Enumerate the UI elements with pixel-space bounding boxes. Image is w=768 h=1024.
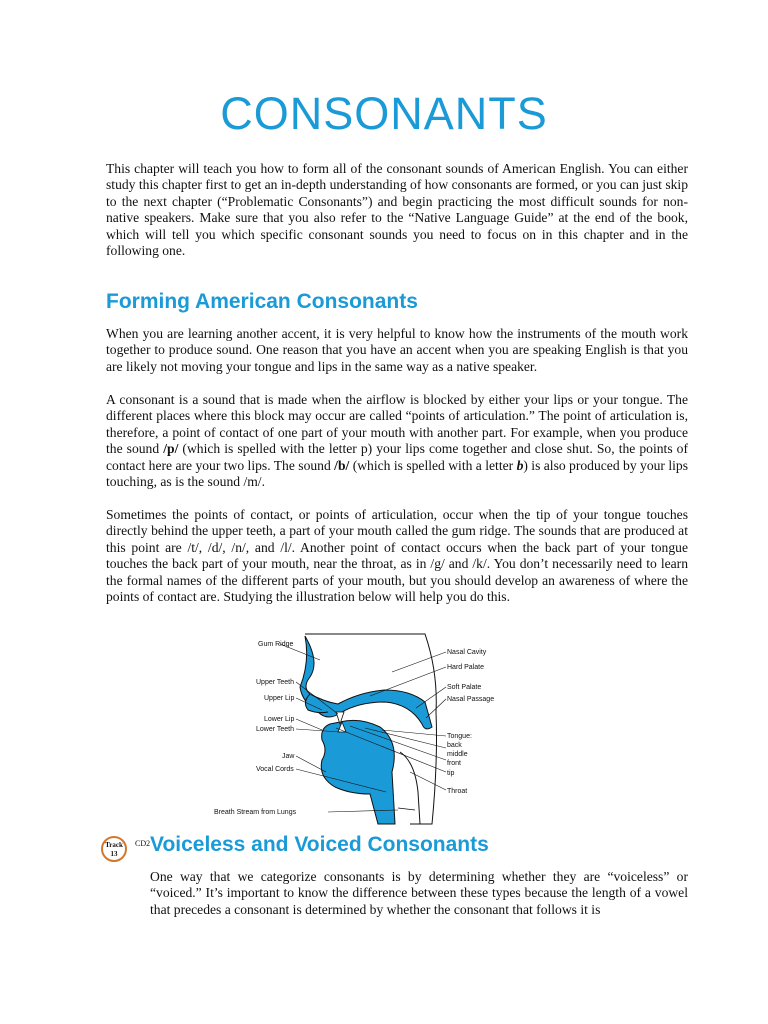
paragraph-consonant-definition: A consonant is a sound that is made when the airflow is blocked by either your lips or your tongue. The different places where this block may occur are called “points of articulation.” The point of articulation is, therefore, a point of contact of one part of your mouth with another part. For example, when you produce the sound /p/ (which is spelled with the letter p) your lips come together and close shut. So, the points of contact here are your two lips. The sound /b/ (which is spelled with a letter b) is also produced by your lips touching, as is the sound /m/.	[106, 392, 688, 490]
audio-track-badge	[101, 836, 127, 862]
page-title: CONSONANTS	[220, 88, 548, 139]
paragraph-instruments: When you are learning another accent, it is very helpful to know how the instruments of the mouth work together to produce sound. One reason that you have an accent when you are speaking English is that you are likely not moving your tongue and lips in the same way as a native speaker.	[106, 326, 688, 374]
label-jaw: Jaw	[282, 753, 295, 760]
track-label: Track	[105, 841, 123, 849]
label-hard-palate: Hard Palate	[447, 664, 484, 671]
label-tongue-tip: tip	[447, 770, 455, 777]
track-number: 13	[110, 850, 118, 858]
label-lower-lip: Lower Lip	[264, 716, 295, 723]
label-nasal-passage: Nasal Passage	[447, 696, 495, 703]
label-throat: Throat	[447, 788, 468, 795]
intro-paragraph: This chapter will teach you how to form all of the consonant sounds of American English. You can either study this chapter first to get an in-depth understanding of how consonants are formed, or you can just skip to the next chapter (“Problematic Consonants”) and begin practicing the most difficult sounds for non-native speakers. Make sure that you also refer to the “Native Language Guide” at the end of the book, which will tell you which specific consonant sounds you need to focus on in this chapter and in the following one.	[106, 161, 688, 259]
mouth-diagram	[210, 632, 510, 832]
label-lower-teeth: Lower Teeth	[256, 726, 295, 733]
label-tongue-middle: middle	[447, 751, 468, 758]
label-vocal-cords: Vocal Cords	[256, 766, 294, 773]
tongue-jaw	[321, 720, 395, 824]
label-soft-palate: Soft Palate	[447, 684, 482, 691]
cd-label: CD2	[135, 839, 151, 848]
label-tongue: Tongue:	[447, 733, 472, 740]
label-gum-ridge: Gum Ridge	[258, 641, 294, 648]
section-heading-forming: Forming American Consonants	[106, 290, 418, 313]
nasal-structure	[300, 636, 432, 729]
label-tongue-back: back	[447, 742, 462, 749]
label-breath-stream: Breath Stream from Lungs	[214, 809, 297, 816]
label-upper-teeth: Upper Teeth	[256, 679, 295, 686]
label-nasal-cavity: Nasal Cavity	[447, 649, 487, 656]
paragraph-voiceless-voiced: One way that we categorize consonants is by determining whether they are “voiceless” or “voiced.” It’s important to know the difference between these types because the length of a vowel that precedes a consonant is determined by whether the consonant that follows it is	[150, 869, 688, 917]
section-heading-voiced: Voiceless and Voiced Consonants	[150, 833, 489, 856]
label-tongue-front: front	[447, 760, 462, 767]
label-upper-lip: Upper Lip	[264, 695, 295, 702]
paragraph-points-of-contact: Sometimes the points of contact, or points of articulation, occur when the tip of your tongue touches directly behind the upper teeth, a part of your mouth called the gum ridge. The sounds that are produced at this point are /t/, /d/, /n/, and /l/. Another point of contact occurs when the back part of your tongue touches the back part of your mouth, near the throat, as in /g/ and /k/. You don’t necessarily need to learn the formal names of the different parts of your mouth, but you should develop an awareness of where the points of contact are. Studying the illustration below will help you do this.	[106, 507, 688, 605]
